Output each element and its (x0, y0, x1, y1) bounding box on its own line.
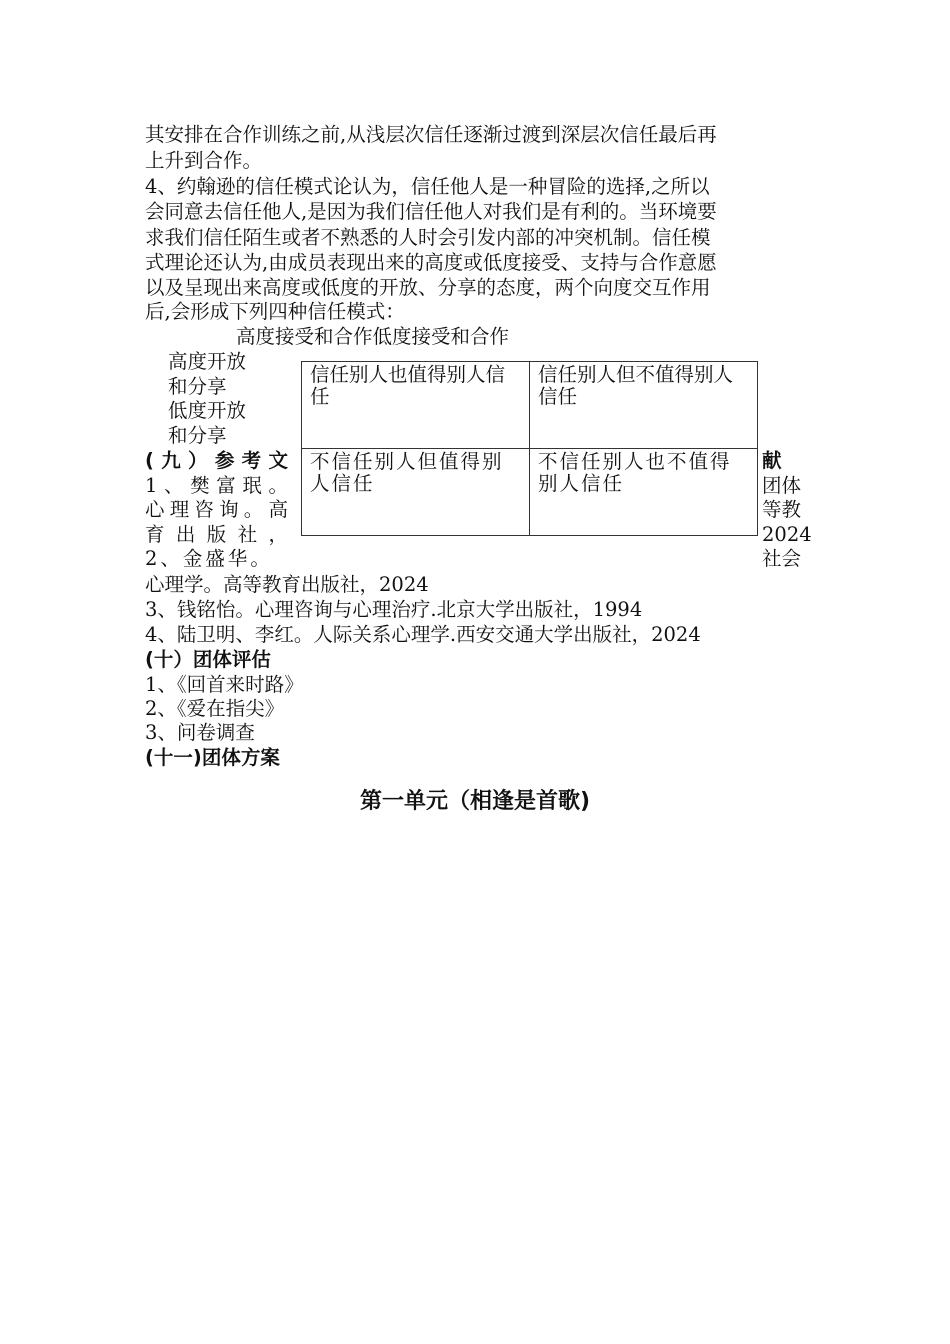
reference-item: 心理学。高等教育出版社，2024 (145, 573, 429, 596)
unit-title: 第一单元（相逢是首歌) (359, 789, 591, 814)
reference-fragment-right: 等教 (762, 498, 802, 521)
evaluation-item: 3、问卷调查 (145, 721, 255, 744)
matrix-cell: 信任别人但不值得别人信任 (530, 362, 758, 449)
matrix-row-label-3: 低度开放 (168, 399, 247, 422)
matrix-row-label-4: 和分享 (168, 424, 227, 447)
reference-fragment-right: 社会 (762, 547, 802, 570)
reference-fragment-right: 团体 (762, 474, 802, 497)
matrix-row-label-1: 高度开放 (168, 350, 247, 373)
matrix-row-label-2: 和分享 (168, 375, 227, 398)
evaluation-item: 1、《回首来时路》 (145, 673, 304, 696)
reference-fragment-right: 2024 (762, 523, 812, 546)
paragraph-line-2: 上升到合作。 (145, 149, 263, 172)
reference-item: 4、陆卫明、李红。人际关系心理学.西安交通大学出版社，2024 (145, 623, 701, 646)
evaluation-item: 2、《爱在指尖》 (145, 697, 285, 720)
reference-fragment-left: 育出版社， (145, 523, 288, 546)
paragraph-line-7: 以及呈现出来高度或低度的开放、分享的态度，两个向度交互作用 (145, 276, 711, 299)
references-heading-right: 献 (762, 449, 782, 472)
matrix-cell: 不信任别人也不值得别人信任 (530, 449, 758, 536)
matrix-column-header: 高度接受和合作低度接受和合作 (236, 325, 510, 348)
matrix-row (302, 449, 758, 536)
reference-item: 3、钱铭怡。心理咨询与心理治疗.北京大学出版社，1994 (145, 598, 643, 621)
evaluation-heading: (十）团体评估 (145, 648, 271, 671)
paragraph-line-1: 其安排在合作训练之前,从浅层次信任逐渐过渡到深层次信任最后再 (145, 123, 717, 146)
paragraph-line-8: 后,会形成下列四种信任模式： (145, 300, 405, 323)
references-heading-left: (九）参考文 (145, 449, 288, 472)
reference-fragment-left: 心理咨询。高 (145, 498, 288, 521)
matrix-cell: 信任别人也值得别人信任 (302, 362, 530, 449)
reference-fragment-left: 1、樊富珉。 (145, 474, 288, 497)
trust-matrix-table (301, 361, 758, 536)
paragraph-line-3: 4、约翰逊的信任模式论认为，信任他人是一种冒险的选择,之所以 (145, 175, 710, 198)
paragraph-line-5: 求我们信任陌生或者不熟悉的人时会引发内部的冲突机制。信任模 (145, 226, 711, 249)
plan-heading: (十一)团体方案 (145, 746, 280, 769)
reference-fragment-left: 2、金盛华。 (145, 547, 273, 570)
paragraph-line-6: 式理论还认为,由成员表现出来的高度或低度接受、支持与合作意愿 (145, 251, 717, 274)
matrix-row (302, 362, 758, 449)
paragraph-line-4: 会同意去信任他人,是因为我们信任他人对我们是有利的。当环境要 (145, 200, 717, 223)
matrix-cell: 不信任别人但值得别人信任 (302, 449, 530, 536)
